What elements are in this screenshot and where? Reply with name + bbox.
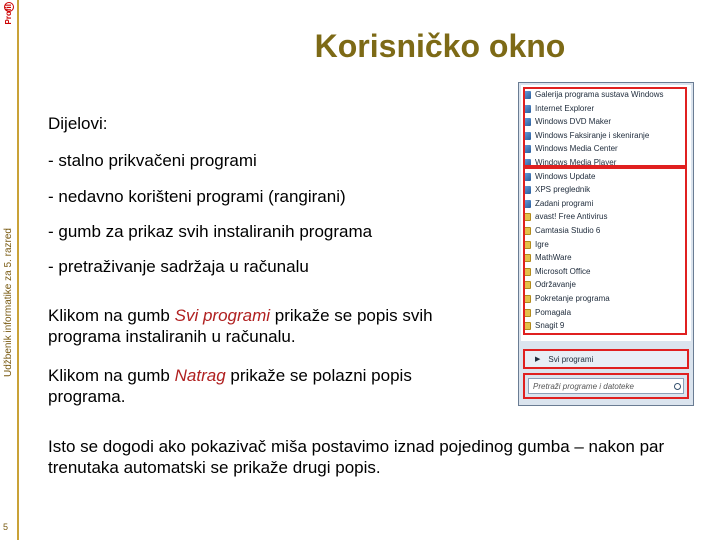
page-number: 5 <box>3 522 9 532</box>
part-item-all-programs: - gumb za prikaz svih instaliranih programa <box>48 222 373 241</box>
start-menu-item-label: Internet Explorer <box>535 103 595 113</box>
sidebar-divider <box>17 0 19 540</box>
sidebar-vertical-text: Udžbenik informatike za 5. razred <box>3 228 14 377</box>
highlight-natrag: Natrag <box>174 366 226 385</box>
highlight-svi-programi: Svi programi <box>174 306 271 325</box>
start-menu-item-label: XPS preglednik <box>535 185 591 195</box>
search-box-frame <box>523 373 689 399</box>
search-icon <box>674 383 681 390</box>
start-menu-item-label: Windows Faksiranje i skeniranje <box>535 130 650 140</box>
start-menu-item-label: avast! Free Antivirus <box>535 212 608 222</box>
start-menu-screenshot <box>518 82 694 406</box>
start-menu-item-label: MathWare <box>535 253 572 263</box>
part-item-pinned: - stalno prikvačeni programi <box>48 151 257 170</box>
start-menu-item-label: Snagit 9 <box>535 321 565 331</box>
start-menu-item-label: Windows Media Player <box>535 158 617 167</box>
parts-heading: Dijelovi: <box>48 114 108 133</box>
start-menu-item-label: Microsoft Office <box>535 266 591 276</box>
search-input[interactable]: Pretraži programe i datoteke <box>528 378 684 394</box>
recent-programs-frame <box>523 167 687 335</box>
page-title: Korisničko okno <box>314 28 566 64</box>
start-menu-item-label: Održavanje <box>535 280 576 290</box>
start-menu-item-label: Pomagala <box>535 307 572 317</box>
start-menu-item-label: Windows Media Center <box>535 144 618 154</box>
part-item-search: - pretraživanje sadržaja u računalu <box>48 257 309 276</box>
start-menu-item-label: Pokretanje programa <box>535 294 610 303</box>
arrow-right-icon: ▶ <box>535 356 541 363</box>
start-menu-item-label: Camtasia Studio 6 <box>535 226 601 235</box>
logo-text: Profil <box>4 4 13 25</box>
all-programs-button[interactable]: ▶ Svi programi <box>523 349 689 369</box>
paragraph-all-programs: Klikom na gumb Svi programi prikaže se popis svih programa instaliranih u računalu. <box>48 306 433 346</box>
start-menu-item-label: Igre <box>535 239 549 249</box>
pinned-programs-frame <box>523 87 687 167</box>
part-item-recent: - nedavno korišteni programi (rangirani) <box>48 187 346 206</box>
start-menu-item-label: Windows Update <box>535 171 596 181</box>
paragraph-hover: Isto se dogodi ako pokazivač miša postavimo iznad pojedinog gumba – nakon par trenutaka automatski se prikaže drugi popis. <box>48 437 665 477</box>
start-menu-item-label: Galerija programa sustava Windows <box>535 90 664 99</box>
publisher-logo <box>2 2 16 48</box>
paragraph-back: Klikom na gumb Natrag prikaže se polazni popis programa. <box>48 366 412 406</box>
start-menu-item-label: Windows DVD Maker <box>535 117 612 127</box>
start-menu-item-label: Zadani programi <box>535 198 594 208</box>
